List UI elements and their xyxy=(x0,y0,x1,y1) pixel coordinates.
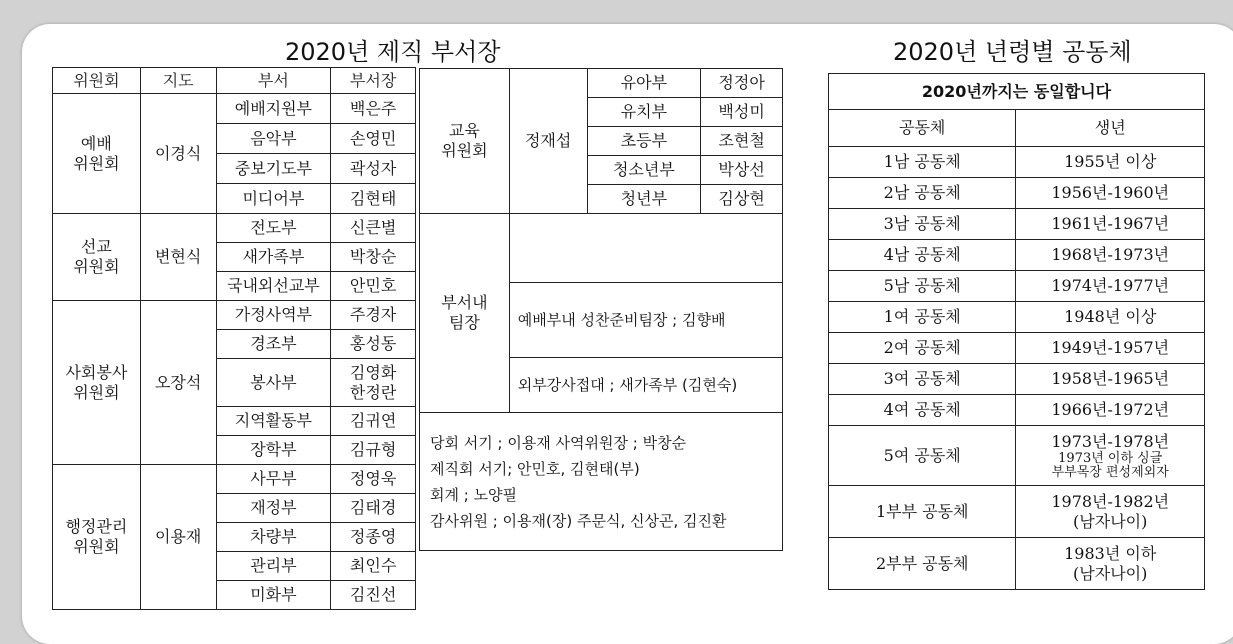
year-cell: 1974년-1977년 xyxy=(1016,271,1205,302)
year-cell: 1955년 이상 xyxy=(1016,147,1205,178)
dept-cell: 지역활동부 xyxy=(216,407,331,436)
advisor-cell: 이경식 xyxy=(140,94,216,214)
head-cell: 주경자 xyxy=(331,301,416,330)
advisor-cell: 이용재 xyxy=(140,465,216,610)
committee-cell: 사회봉사 위원회 xyxy=(53,301,141,465)
dept-cell: 중보기도부 xyxy=(216,154,331,184)
community-cell: 2부부 공동체 xyxy=(829,538,1016,590)
dept-cell: 국내외선교부 xyxy=(216,272,331,301)
advisor-cell: 정재섭 xyxy=(509,69,587,214)
dept-cell: 예배지원부 xyxy=(216,94,331,124)
head-cell: 박창순 xyxy=(331,243,416,272)
dept-cell: 청소년부 xyxy=(587,156,701,185)
head-cell: 손영민 xyxy=(331,124,416,154)
table-caption: 2020년까지는 동일합니다 xyxy=(829,74,1205,110)
community-cell: 2여 공동체 xyxy=(829,333,1016,364)
head-cell: 김현태 xyxy=(331,184,416,214)
head-cell: 정정아 xyxy=(701,69,783,98)
team-row: 외부강사접대 ; 새가족부 (김현숙) xyxy=(509,358,782,413)
committee-cell: 예배 위원회 xyxy=(53,94,141,214)
dept-cell: 차량부 xyxy=(216,523,331,552)
head-cell: 조현철 xyxy=(701,127,783,156)
dept-cell: 미화부 xyxy=(216,581,331,610)
dept-cell: 유아부 xyxy=(587,69,701,98)
head-cell: 신큰별 xyxy=(331,214,416,243)
head-cell: 김규형 xyxy=(331,436,416,465)
note-line: 제직회 서기; 안민호, 김현태(부) xyxy=(430,459,640,478)
team-row: 예배부내 성찬준비팀장 ; 김향배 xyxy=(509,283,782,358)
head-cell: 백은주 xyxy=(331,94,416,124)
head-cell: 곽성자 xyxy=(331,154,416,184)
note-line: 당회 서기 ; 이용재 사역위원장 ; 박창순 xyxy=(430,433,687,452)
education-team-table xyxy=(419,68,783,551)
committee-cell: 교육 위원회 xyxy=(420,69,510,214)
dept-cell: 경조부 xyxy=(216,330,331,359)
head-cell: 정영욱 xyxy=(331,465,416,494)
head-cell: 최인수 xyxy=(331,552,416,581)
year-cell: 1948년 이상 xyxy=(1016,302,1205,333)
dept-cell: 청년부 xyxy=(587,185,701,214)
dept-cell: 장학부 xyxy=(216,436,331,465)
year-cell: 1968년-1973년 xyxy=(1016,240,1205,271)
year-cell: 1961년-1967년 xyxy=(1016,209,1205,240)
team-label-cell: 부서내 팀장 xyxy=(420,214,510,413)
right-title: 2020년 년령별 공동체 xyxy=(893,38,1132,66)
year-cell: 1958년-1965년 xyxy=(1016,364,1205,395)
year-cell: 1949년-1957년 xyxy=(1016,333,1205,364)
dept-cell: 재정부 xyxy=(216,494,331,523)
community-cell: 2남 공동체 xyxy=(829,178,1016,209)
committee-cell: 행정관리 위원회 xyxy=(53,465,141,610)
advisor-cell: 오장석 xyxy=(140,301,216,465)
dept-cell: 사무부 xyxy=(216,465,331,494)
head-cell: 홍성동 xyxy=(331,330,416,359)
notes-cell xyxy=(420,413,783,551)
team-row xyxy=(509,214,782,283)
advisor-cell: 변현식 xyxy=(140,214,216,301)
age-community-table xyxy=(828,73,1205,590)
dept-cell: 전도부 xyxy=(216,214,331,243)
year-cell: 1978년-1982년 (남자나이) xyxy=(1016,486,1205,538)
note-line: 회계 ; 노양필 xyxy=(430,485,518,504)
head-cell: 박상선 xyxy=(701,156,783,185)
header-birth-year: 생년 xyxy=(1016,110,1205,147)
dept-head-table xyxy=(52,67,416,610)
note-line: 감사위원 ; 이용재(장) 주문식, 신상곤, 김진환 xyxy=(430,511,727,530)
header-dept: 부서 xyxy=(216,68,331,94)
dept-cell: 관리부 xyxy=(216,552,331,581)
dept-cell: 초등부 xyxy=(587,127,701,156)
dept-cell: 미디어부 xyxy=(216,184,331,214)
head-cell: 김영화 한정란 xyxy=(331,359,416,407)
head-cell: 정종영 xyxy=(331,523,416,552)
left-title: 2020년 제직 부서장 xyxy=(285,38,501,66)
head-cell: 백성미 xyxy=(701,98,783,127)
year-cell: 1956년-1960년 xyxy=(1016,178,1205,209)
year-cell: 1966년-1972년 xyxy=(1016,395,1205,426)
year-cell: 1973년-1978년 1973년 이하 싱글 부부목장 편성제외자 xyxy=(1016,426,1205,486)
header-dept-head: 부서장 xyxy=(331,68,416,94)
community-cell: 5여 공동체 xyxy=(829,426,1016,486)
community-cell: 4남 공동체 xyxy=(829,240,1016,271)
committee-cell: 선교 위원회 xyxy=(53,214,141,301)
year-cell: 1983년 이하 (남자나이) xyxy=(1016,538,1205,590)
head-cell: 안민호 xyxy=(331,272,416,301)
header-community: 공동체 xyxy=(829,110,1016,147)
community-cell: 5남 공동체 xyxy=(829,271,1016,302)
head-cell: 김태경 xyxy=(331,494,416,523)
header-committee: 위원회 xyxy=(53,68,141,94)
community-cell: 1남 공동체 xyxy=(829,147,1016,178)
dept-cell: 음악부 xyxy=(216,124,331,154)
dept-cell: 가정사역부 xyxy=(216,301,331,330)
head-cell: 김진선 xyxy=(331,581,416,610)
community-cell: 3남 공동체 xyxy=(829,209,1016,240)
dept-cell: 새가족부 xyxy=(216,243,331,272)
community-cell: 1부부 공동체 xyxy=(829,486,1016,538)
community-cell: 1여 공동체 xyxy=(829,302,1016,333)
community-cell: 4여 공동체 xyxy=(829,395,1016,426)
head-cell: 김귀연 xyxy=(331,407,416,436)
header-advisor: 지도 xyxy=(140,68,216,94)
dept-cell: 봉사부 xyxy=(216,359,331,407)
head-cell: 김상현 xyxy=(701,185,783,214)
dept-cell: 유치부 xyxy=(587,98,701,127)
community-cell: 3여 공동체 xyxy=(829,364,1016,395)
